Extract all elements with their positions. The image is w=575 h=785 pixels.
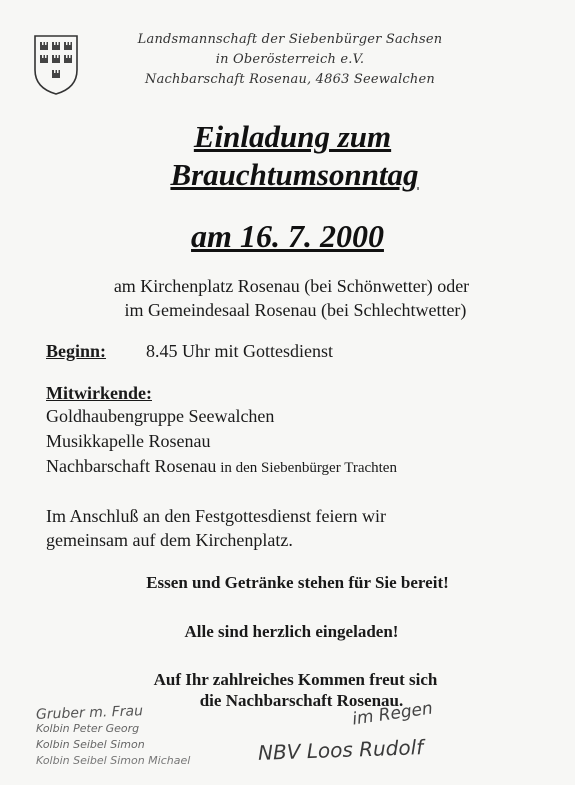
closing-line-2: die Nachbarschaft Rosenau. (199, 691, 404, 710)
location-line-1: am Kirchenplatz Rosenau (bei Schönwetter) oder (113, 276, 470, 296)
header-line-3: Nachbarschaft Rosenau, 4863 Seewalchen (145, 72, 435, 87)
mitwirkende-item (46, 455, 397, 479)
handwritten-note: Kolbin Seibel Simon Michael (36, 754, 191, 767)
anschluss-line-2: gemeinsam auf dem Kirchenplatz. (46, 530, 293, 550)
welcome-notice: Alle sind herzlich eingeladen! (184, 622, 399, 641)
mitwirkende-label: Mitwirkende: (46, 383, 152, 403)
handwritten-note: Kolbin Seibel Simon (36, 738, 145, 751)
handwritten-signature: NBV Loos Rudolf (257, 735, 424, 765)
closing-line-1: Auf Ihr zahlreiches Kommen freut sich (153, 670, 438, 689)
header-line-2: in Oberösterreich e.V. (215, 52, 365, 67)
beginn-label: Beginn: (46, 341, 107, 361)
title-line-1: Einladung zum (193, 119, 392, 154)
location-line-2: im Gemeindesaal Rosenau (bei Schlechtwetter) (124, 300, 467, 320)
mitwirkende-item: Goldhaubengruppe Seewalchen (46, 406, 275, 426)
handwritten-note: Kolbin Peter Georg (36, 722, 140, 735)
header-organization (120, 30, 460, 90)
handwritten-note-right: im Regen (351, 698, 434, 730)
mitwirkende-item-note: in den Siebenbürger Trachten (216, 460, 397, 476)
coat-of-arms-icon (33, 34, 79, 96)
mitwirkende-item-main: Nachbarschaft Rosenau (46, 456, 217, 476)
mitwirkende-item: Musikkapelle Rosenau (46, 431, 211, 451)
anschluss-line-1: Im Anschluß an den Festgottesdienst feiern wir (46, 506, 386, 526)
handwritten-note: Gruber m. Frau (35, 703, 144, 723)
beginn-value: 8.45 Uhr mit Gottesdienst (146, 341, 333, 361)
event-date: am 16. 7. 2000 (191, 218, 384, 254)
title-line-2: Brauchtumsonntag (170, 157, 419, 192)
header-line-1: Landsmannschaft der Siebenbürger Sachsen (137, 32, 443, 47)
food-notice: Essen und Getränke stehen für Sie bereit! (146, 573, 449, 592)
